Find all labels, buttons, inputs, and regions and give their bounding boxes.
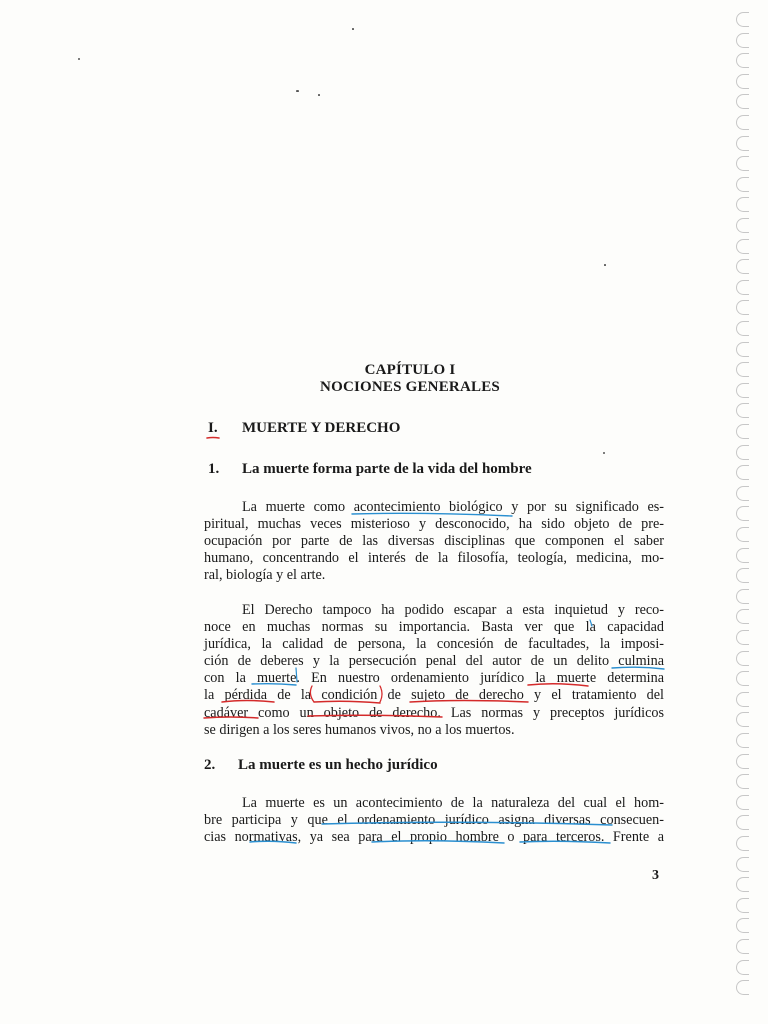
binding-ring xyxy=(736,342,749,357)
binding-ring xyxy=(736,568,749,583)
binding-ring xyxy=(736,465,749,480)
binding-ring xyxy=(736,898,749,913)
scan-speck xyxy=(352,28,354,30)
binding-ring xyxy=(736,156,749,171)
text-line: cadáver como un objeto de derecho. Las normas y preceptos jurídicos xyxy=(204,704,664,721)
binding-ring xyxy=(736,115,749,130)
text-line: piritual, muchas veces misterioso y desconocido, ha sido objeto de pre- xyxy=(204,516,664,533)
binding-ring xyxy=(736,651,749,666)
paragraph-2 xyxy=(204,602,664,739)
scan-speck xyxy=(318,94,320,96)
subsection-number: 2. xyxy=(204,757,216,773)
binding-ring xyxy=(736,939,749,954)
text-line: se dirigen a los seres humanos vivos, no a los muertos. xyxy=(204,721,515,738)
binding-ring xyxy=(736,300,749,315)
binding-ring xyxy=(736,321,749,336)
subsection-title: La muerte forma parte de la vida del hombre xyxy=(242,461,532,477)
subsection-number: 1. xyxy=(208,461,220,477)
text-line: noce en muchas normas su importancia. Basta ver que la capacidad xyxy=(204,619,664,636)
binding-ring xyxy=(736,218,749,233)
binding-ring xyxy=(736,877,749,892)
binding-ring xyxy=(736,486,749,501)
binding-ring xyxy=(736,836,749,851)
binding-ring xyxy=(736,980,749,995)
subsection-heading xyxy=(208,461,532,478)
paragraph-3 xyxy=(204,795,664,846)
chapter-title: NOCIONES GENERALES xyxy=(320,379,500,395)
binding-ring xyxy=(736,259,749,274)
binding-ring xyxy=(736,94,749,109)
text-line: humano, concentrando el interés de la filosofía, teología, medicina, mo- xyxy=(204,550,664,567)
binding-ring xyxy=(736,548,749,563)
text-line: la pérdida de la condición de sujeto de derecho y el tratamiento del xyxy=(204,687,664,704)
text-line: El Derecho tampoco ha podido escapar a esta inquietud y reco- xyxy=(242,602,664,618)
text-line: jurídica, la calidad de persona, la concesión de facultades, la imposi- xyxy=(204,636,664,653)
binding-ring xyxy=(736,774,749,789)
binding-ring xyxy=(736,857,749,872)
binding-ring xyxy=(736,362,749,377)
page-number: 3 xyxy=(652,868,659,883)
scan-speck xyxy=(604,264,606,266)
red-underline xyxy=(207,438,219,439)
binding-ring xyxy=(736,280,749,295)
binding-ring xyxy=(736,671,749,686)
section-title: MUERTE Y DERECHO xyxy=(242,420,401,436)
binding-ring xyxy=(736,74,749,89)
binding-ring xyxy=(736,589,749,604)
scan-speck xyxy=(603,452,605,454)
subsection-title: La muerte es un hecho jurídico xyxy=(238,757,438,773)
binding-ring xyxy=(736,754,749,769)
binding-ring xyxy=(736,403,749,418)
binding-ring xyxy=(736,239,749,254)
section-heading xyxy=(208,420,400,437)
binding-ring xyxy=(736,53,749,68)
text-line: bre participa y que el ordenamiento jurídico asigna diversas consecuen- xyxy=(204,812,664,829)
binding-ring xyxy=(736,815,749,830)
scan-speck xyxy=(78,58,80,60)
binding-ring xyxy=(736,712,749,727)
binding-ring xyxy=(736,136,749,151)
text-line: con la muerte. En nuestro ordenamiento jurídico la muerte determina xyxy=(204,670,664,687)
binding-ring xyxy=(736,445,749,460)
text-line: La muerte es un acontecimiento de la naturaleza del cual el hom- xyxy=(242,795,664,811)
text-line: ral, biología y el arte. xyxy=(204,567,326,584)
chapter-number: CAPÍTULO I xyxy=(364,362,456,378)
binding-ring xyxy=(736,960,749,975)
subsection-heading xyxy=(204,757,438,774)
binding-ring xyxy=(736,33,749,48)
text-line: ción de deberes y la persecución penal del autor de un delito culmina xyxy=(204,653,664,670)
text-line: La muerte como acontecimiento biológico y por su significado es- xyxy=(242,499,664,515)
text-line: cias normativas, ya sea para el propio hombre o para terceros. Frente a xyxy=(204,829,664,846)
binding-ring xyxy=(736,795,749,810)
binding-ring xyxy=(736,197,749,212)
text-line: ocupación por parte de las diversas disciplinas que componen el saber xyxy=(204,533,664,550)
spiral-binding xyxy=(732,12,754,1012)
scan-speck xyxy=(296,90,299,92)
binding-ring xyxy=(736,506,749,521)
paragraph-1 xyxy=(204,499,664,584)
binding-ring xyxy=(736,733,749,748)
binding-ring xyxy=(736,424,749,439)
binding-ring xyxy=(736,918,749,933)
binding-ring xyxy=(736,630,749,645)
binding-ring xyxy=(736,383,749,398)
binding-ring xyxy=(736,177,749,192)
binding-ring xyxy=(736,609,749,624)
binding-ring xyxy=(736,12,749,27)
binding-ring xyxy=(736,692,749,707)
binding-ring xyxy=(736,527,749,542)
section-numeral: I. xyxy=(208,420,218,436)
